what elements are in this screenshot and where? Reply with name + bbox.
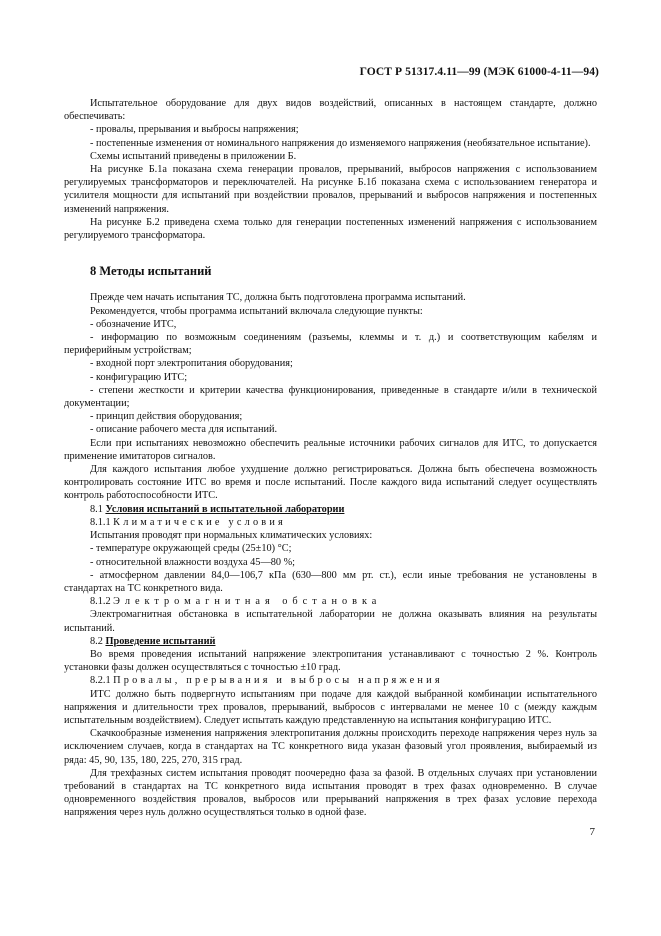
subsection-heading: 8.2.1 Провалы, прерывания и выбросы напряжения bbox=[90, 675, 443, 687]
paragraph: Схемы испытаний приведены в приложении Б. bbox=[90, 150, 297, 162]
list-item: - атмосферном давлении 84,0—106,7 кПа (630—800 мм рт. ст.), если иные требования не установлены в стандартах на ТС конкретного вида. bbox=[64, 569, 597, 594]
subsection-heading: 8.1 Условия испытаний в испытательной лаборатории bbox=[90, 503, 345, 515]
paragraph: ИТС должно быть подвергнуто испытаниям при подаче для каждой выбранной комбинации испытательного напряжения и длительности трех провалов, прерываний, выбросов с интервалами не менее 10 с (между каждым испытательным воздействием). Следует испытать каждую представленную на испытания конфигурацию ИТС. bbox=[64, 688, 597, 726]
list-item: - провалы, прерывания и выбросы напряжения; bbox=[90, 124, 299, 136]
list-item: - входной порт электропитания оборудования; bbox=[90, 358, 293, 370]
paragraph: На рисунке Б.2 приведена схема только для генерации постепенных изменений напряжения с использованием регулируемого трансформатора. bbox=[64, 216, 597, 242]
paragraph: Прежде чем начать испытания ТС, должна быть подготовлена программа испытаний. bbox=[90, 292, 466, 304]
paragraph: Если при испытаниях невозможно обеспечить реальные источники рабочих сигналов для ИТС, то допускается применение имитаторов сигналов. bbox=[64, 437, 597, 462]
list-item: - степени жесткости и критерии качества функционирования, приведенные в стандарте и/или в технической документации; bbox=[64, 384, 597, 410]
list-item: - принцип действия оборудования; bbox=[90, 411, 243, 423]
paragraph: Испытательное оборудование для двух видов воздействий, описанных в настоящем стандарте, должно обеспечивать: bbox=[64, 98, 597, 123]
paragraph: Скачкообразные изменения напряжения электропитания должны происходить переходе напряжения через нуль за исключением случаев, когда в стандартах на ТС конкретного вида указан фазовый угол проявления, выбираемый из ряда: 45, 90, 135, 180, 225, 270, 315 град. bbox=[64, 728, 597, 766]
subsection-heading: 8.1.2 Электромагнитная обстановка bbox=[90, 596, 382, 608]
document-body bbox=[64, 97, 597, 820]
list-item: - постепенные изменения от номинального напряжения до изменяемого напряжения (необязательное испытание). bbox=[90, 137, 591, 149]
list-item: - информацию по возможным соединениям (разъемы, клеммы и т. д.) и соответствующим кабелям и периферийным устройствам; bbox=[64, 332, 597, 357]
paragraph: Для каждого испытания любое ухудшение должно регистрироваться. Должна быть обеспечена возможность контролировать состояние ИТС во время и после испытаний. После каждого вида испытаний следует осуществлять контроль работоспособности ИТС. bbox=[64, 464, 597, 502]
section-heading: 8 Методы испытаний bbox=[90, 264, 212, 279]
paragraph: Для трехфазных систем испытания проводят поочередно фаза за фазой. В отдельных случаях при установлении требований в стандартах на ТС конкретного вида испытания проводят в трех фазах одновременно. В случае одновременного воздействия провалов, выбросов или прерываний напряжения в трех фазах условие перехода напряжения через нуль должно осуществляться только в одной фазе. bbox=[64, 767, 597, 819]
subsection-heading: 8.1.1 Климатические условия bbox=[90, 516, 286, 528]
document-header: ГОСТ Р 51317.4.11—99 (МЭК 61000-4-11—94) bbox=[359, 66, 599, 78]
paragraph: Во время проведения испытаний напряжение электропитания устанавливают с точностью 2 %. Контроль установки фазы должен осуществляться с точностью ±10 град. bbox=[64, 648, 597, 674]
list-item: - относительной влажности воздуха 45—80 %; bbox=[90, 556, 296, 568]
paragraph: Электромагнитная обстановка в испытательной лаборатории не должна оказывать влияния на результаты испытаний. bbox=[64, 609, 597, 634]
paragraph: Рекомендуется, чтобы программа испытаний включала следующие пункты: bbox=[90, 305, 423, 317]
paragraph: На рисунке Б.1а показана схема генерации провалов, прерываний, выбросов напряжения с использованием регулируемых трансформаторов и переключателей. На рисунке Б.1б показана схема с использованием генератора и усилителя мощности для испытаний при воздействии провалов, прерываний и выбросов напряжения и постепенных изменений напряжения. bbox=[64, 164, 597, 215]
list-item: - описание рабочего места для испытаний. bbox=[90, 424, 278, 436]
subsection-heading: 8.2 Проведение испытаний bbox=[90, 635, 216, 647]
list-item: - обозначение ИТС, bbox=[90, 318, 177, 330]
list-item: - температуре окружающей среды (25±10) °С; bbox=[90, 543, 292, 555]
page-number: 7 bbox=[589, 826, 595, 838]
paragraph: Испытания проводят при нормальных климатических условиях: bbox=[90, 530, 373, 542]
list-item: - конфигурацию ИТС; bbox=[90, 371, 188, 383]
